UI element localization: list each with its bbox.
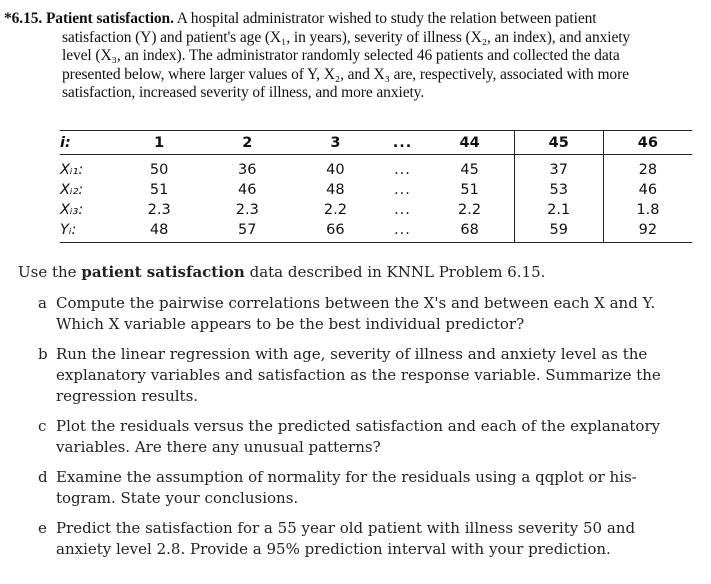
table-cell: 59 — [514, 220, 603, 243]
table-cell: 2.2 — [426, 200, 515, 220]
table-row — [60, 220, 692, 243]
problem-statement — [4, 10, 704, 103]
header-cell: 2 — [203, 131, 291, 155]
header-ellipsis: ... — [379, 131, 425, 155]
table-cell: 45 — [426, 155, 515, 181]
problem-title: Patient satisfaction. — [45, 10, 174, 27]
question-letter: d — [38, 468, 48, 486]
question-item — [22, 416, 702, 458]
table-cell: 2.1 — [514, 200, 603, 220]
exercise-body — [18, 262, 702, 569]
row-label: Xᵢ₁: — [60, 162, 84, 178]
problem-text-line: level (X₃, an index). The administrator randomly selected 46 patients and collected the data — [62, 47, 620, 65]
table-cell: 53 — [514, 180, 603, 200]
question-line: Predict the satisfaction for a 55 year old patient with illness severity 50 and — [56, 519, 636, 537]
problem-text-line: satisfaction (Y) and patient's age (X₁, in years), severity of illness (X₂, an index), and anxiety — [62, 28, 631, 46]
question-item — [22, 293, 702, 335]
question-line: regression results. — [56, 387, 199, 405]
header-label: i: — [60, 131, 115, 155]
table-cell: 51 — [426, 180, 515, 200]
question-line: variables. Are there any unusual patterns? — [56, 438, 381, 456]
table-cell: 66 — [326, 222, 345, 238]
table-cell: 2.3 — [235, 202, 259, 218]
table-row — [60, 180, 692, 200]
question-line: Which X variable appears to be the best individual predictor? — [56, 315, 525, 333]
question-line: Plot the residuals versus the predicted satisfaction and each of the explanatory — [56, 417, 661, 435]
question-line: Examine the assumption of normality for the residuals using a qqplot or his- — [56, 468, 637, 486]
intro-paragraph — [18, 262, 702, 283]
table-cell: 46 — [638, 182, 658, 198]
intro-text: data described in KNNL Problem 6.15. — [244, 263, 546, 281]
table-cell: 50 — [149, 162, 169, 178]
intro-text: Use the — [18, 263, 82, 281]
question-letter: e — [38, 519, 47, 537]
table-row — [60, 155, 692, 181]
table-cell: 48 — [326, 182, 345, 198]
table-cell: 48 — [149, 222, 169, 238]
table-cell: 46 — [238, 182, 257, 198]
table-cell: 36 — [238, 162, 257, 178]
table-cell: 57 — [238, 222, 257, 238]
problem-text-line: presented below, where larger values of Y, X₂, and X₃ are, respectively, associated with more — [62, 65, 629, 83]
question-line: explanatory variables and satisfaction as the response variable. Summarize the — [56, 366, 661, 384]
question-letter: c — [38, 417, 47, 435]
question-line: togram. State your conclusions. — [56, 489, 299, 507]
question-line: anxiety level 2.8. Provide a 95% prediction interval with your prediction. — [56, 540, 611, 558]
question-line: Compute the pairwise correlations between the X's and between each X and Y. — [56, 294, 656, 312]
problem-text-line: satisfaction, increased severity of illness, and more anxiety. — [62, 84, 425, 102]
question-item — [22, 518, 702, 560]
problem-number: *6.15. — [4, 10, 43, 27]
row-label: Xᵢ₃: — [60, 202, 84, 218]
table-cell: 2.2 — [323, 202, 347, 218]
table-cell: 2.3 — [147, 202, 171, 218]
question-line: Run the linear regression with age, severity of illness and anxiety level as the — [56, 345, 648, 363]
intro-bold-text: patient satisfaction — [81, 263, 245, 281]
problem-first-line — [4, 10, 704, 29]
header-cell: 45 — [514, 131, 603, 155]
table-header-row — [60, 131, 692, 155]
header-cell: 3 — [291, 131, 379, 155]
question-letter: b — [38, 345, 48, 363]
header-cell: 46 — [603, 131, 692, 155]
header-cell: 44 — [426, 131, 515, 155]
header-cell: 1 — [115, 131, 203, 155]
table-cell: 37 — [514, 155, 603, 181]
table-cell: 68 — [426, 220, 515, 243]
row-label: Yᵢ: — [60, 222, 77, 238]
question-item — [22, 467, 702, 509]
table-cell: 92 — [638, 222, 658, 238]
table-cell: 28 — [638, 162, 658, 178]
question-letter: a — [38, 294, 47, 312]
row-label: Xᵢ₂: — [60, 182, 84, 198]
table-ellipsis: ... — [394, 162, 411, 178]
question-item — [22, 344, 702, 407]
table-ellipsis: ... — [394, 202, 411, 218]
table-cell: 1.8 — [636, 202, 660, 218]
table-row — [60, 200, 692, 220]
table-ellipsis: ... — [394, 182, 411, 198]
data-table — [60, 130, 692, 243]
table-cell: 51 — [149, 182, 169, 198]
table-ellipsis: ... — [394, 222, 411, 238]
problem-text-line: A hospital administrator wished to study the relation between patient — [173, 10, 597, 27]
table-cell: 40 — [326, 162, 345, 178]
